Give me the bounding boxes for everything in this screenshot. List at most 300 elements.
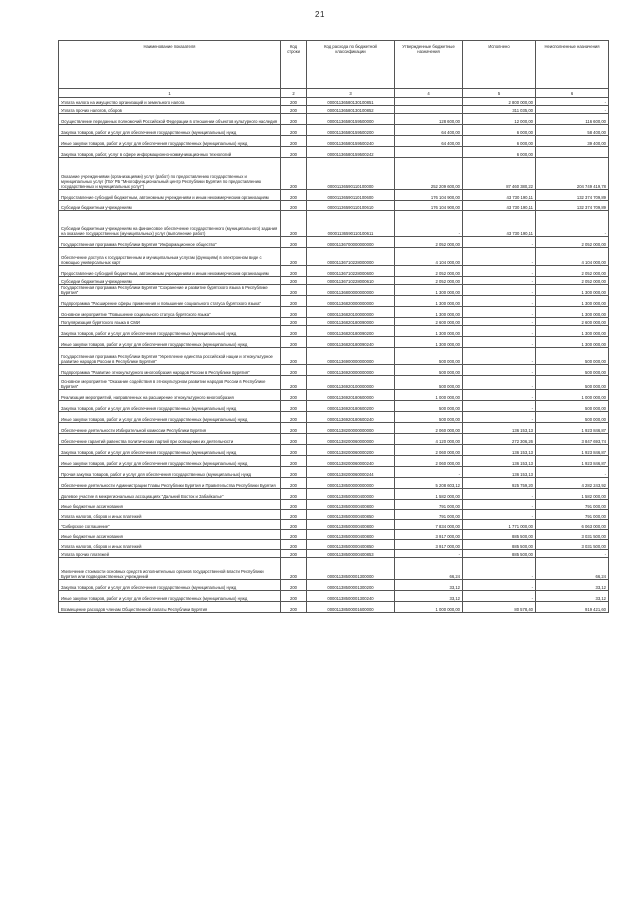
row-executed-cell: 136 153,13 bbox=[463, 467, 536, 478]
row-executed-cell: - bbox=[463, 489, 536, 500]
row-approved-cell: 1 300 000,00 bbox=[395, 285, 463, 296]
row-executed-cell: - bbox=[463, 376, 536, 390]
row-name-cell: Долевое участие в межрегиональных ассоциациях "Дальний Восток и Забайкалье" bbox=[59, 489, 281, 500]
table-row bbox=[59, 401, 609, 412]
table-row bbox=[59, 326, 609, 337]
column-number: 1 bbox=[59, 89, 281, 98]
row-line-code-cell: 200 bbox=[281, 478, 307, 489]
row-line-code-cell: 200 bbox=[281, 580, 307, 591]
row-line-code-cell: 200 bbox=[281, 248, 307, 266]
row-line-code-cell: 200 bbox=[281, 500, 307, 510]
row-classification-code-cell: 00001136580159500200 bbox=[307, 125, 395, 136]
row-approved-cell: 791 000,00 bbox=[395, 510, 463, 520]
row-line-code-cell: 200 bbox=[281, 98, 307, 106]
row-name-cell: Государственная программа Республики Бурятия "Сохранение и развитие бурятского языка в Республике Бурятия" bbox=[59, 285, 281, 296]
row-line-code-cell: 200 bbox=[281, 602, 307, 613]
row-classification-code-cell: 00001138200060000244 bbox=[307, 467, 395, 478]
row-approved-cell: 2 060 000,00 bbox=[395, 456, 463, 467]
row-approved-cell: 500 000,00 bbox=[395, 412, 463, 423]
row-executed-cell: - bbox=[463, 237, 536, 248]
row-classification-code-cell: 00001136800000000000 bbox=[307, 285, 395, 296]
row-line-code-cell: 200 bbox=[281, 326, 307, 337]
row-approved-cell: 500 000,00 bbox=[395, 401, 463, 412]
column-number-row bbox=[59, 89, 609, 98]
row-executed-cell: 272 306,26 bbox=[463, 434, 536, 445]
row-classification-code-cell: 00001136590110100600 bbox=[307, 190, 395, 201]
row-executed-cell: - bbox=[463, 558, 536, 580]
row-classification-code-cell: 00001136900000000000 bbox=[307, 348, 395, 365]
row-remaining-cell: 1 582 000,00 bbox=[536, 489, 609, 500]
row-executed-cell: - bbox=[463, 390, 536, 401]
row-remaining-cell: 4 282 243,92 bbox=[536, 478, 609, 489]
row-remaining-cell: 500 000,00 bbox=[536, 412, 609, 423]
row-classification-code-cell: 00001138200000000000 bbox=[307, 423, 395, 434]
row-executed-cell: 136 153,13 bbox=[463, 456, 536, 467]
row-approved-cell: 252 209 600,00 bbox=[395, 158, 463, 190]
row-name-cell: Уплата прочих платежей bbox=[59, 550, 281, 558]
row-name-cell: Уплата налогов, сборов и иных платежей bbox=[59, 540, 281, 550]
row-name-cell: Уплата налога на имущество организаций и земельного налога bbox=[59, 98, 281, 106]
row-remaining-cell: 1 923 846,87 bbox=[536, 456, 609, 467]
row-line-code-cell: 200 bbox=[281, 365, 307, 376]
row-name-cell: Уплата прочих налогов, сборов bbox=[59, 106, 281, 114]
table-row bbox=[59, 147, 609, 158]
row-remaining-cell: 1 300 000,00 bbox=[536, 337, 609, 348]
row-remaining-cell: 2 052 000,00 bbox=[536, 237, 609, 248]
row-name-cell: Оказание учреждениями (организациями) услуг (работ) по предоставлению государственных и муниципальных услуг (ГБУ РБ "Многофункциональный центр Республики Бурятия по предоставлению государственных и муниципальных услуг") bbox=[59, 158, 281, 190]
row-executed-cell: 80 578,40 bbox=[463, 602, 536, 613]
row-classification-code-cell: 00001138500001300000 bbox=[307, 558, 395, 580]
row-name-cell: Иные закупки товаров, работ и услуг для обеспечения государственных (муниципальных) нужд bbox=[59, 456, 281, 467]
row-classification-code-cell: 00001136580159500242 bbox=[307, 147, 395, 158]
row-executed-cell: 885 500,00 bbox=[463, 550, 536, 558]
row-executed-cell: - bbox=[463, 412, 536, 423]
row-name-cell: Закупка товаров, работ и услуг для обеспечения государственных (муниципальных) нужд bbox=[59, 580, 281, 591]
row-executed-cell: - bbox=[463, 326, 536, 337]
row-name-cell: Уплата налогов, сборов и иных платежей bbox=[59, 510, 281, 520]
row-line-code-cell: 200 bbox=[281, 237, 307, 248]
row-executed-cell: - bbox=[463, 307, 536, 318]
row-name-cell: Иные бюджетные ассигнования bbox=[59, 530, 281, 540]
row-approved-cell: 3 917 000,00 bbox=[395, 530, 463, 540]
row-remaining-cell: 500 000,00 bbox=[536, 348, 609, 365]
row-remaining-cell: 3 031 500,00 bbox=[536, 540, 609, 550]
table-row bbox=[59, 266, 609, 277]
row-classification-code-cell: 00001136820000000000 bbox=[307, 296, 395, 307]
row-line-code-cell: 200 bbox=[281, 540, 307, 550]
row-executed-cell: - bbox=[463, 337, 536, 348]
header-executed: Исполнено bbox=[463, 41, 536, 89]
row-executed-cell: 136 153,13 bbox=[463, 423, 536, 434]
column-number: 2 bbox=[281, 89, 307, 98]
table-row bbox=[59, 307, 609, 318]
row-classification-code-cell: 00001138500000400853 bbox=[307, 550, 395, 558]
row-line-code-cell: 200 bbox=[281, 376, 307, 390]
row-remaining-cell: 2 052 000,00 bbox=[536, 266, 609, 277]
row-approved-cell: 1 300 000,00 bbox=[395, 326, 463, 337]
row-name-cell: Основное мероприятие "Оказание содействия в этнокультурном развитии народов России в Республике Бурятия" bbox=[59, 376, 281, 390]
row-line-code-cell: 200 bbox=[281, 390, 307, 401]
row-approved-cell bbox=[395, 98, 463, 106]
row-line-code-cell: 200 bbox=[281, 147, 307, 158]
row-remaining-cell: 2 052 000,00 bbox=[536, 277, 609, 285]
row-name-cell: Основное мероприятие "Повышение социального статуса бурятского языка" bbox=[59, 307, 281, 318]
row-name-cell: Государственная программа Республики Бурятия "Информационное общество" bbox=[59, 237, 281, 248]
row-approved-cell: 2 060 000,00 bbox=[395, 423, 463, 434]
column-number: 6 bbox=[536, 89, 609, 98]
table-row bbox=[59, 520, 609, 530]
row-classification-code-cell: 00001136580130100852 bbox=[307, 106, 395, 114]
table-row bbox=[59, 190, 609, 201]
row-name-cell: Иные закупки товаров, работ и услуг для обеспечения государственных (муниципальных) нужд bbox=[59, 591, 281, 602]
table-row bbox=[59, 489, 609, 500]
row-line-code-cell: 200 bbox=[281, 190, 307, 201]
row-remaining-cell: 1 300 000,00 bbox=[536, 307, 609, 318]
row-line-code-cell: 200 bbox=[281, 277, 307, 285]
row-approved-cell: 1 300 000,00 bbox=[395, 337, 463, 348]
row-name-cell: Иные закупки товаров, работ и услуг для обеспечения государственных (муниципальных) нужд bbox=[59, 412, 281, 423]
row-name-cell: Осуществление переданных полномочий Российской Федерации в отношении объектов культурного наследия bbox=[59, 114, 281, 125]
row-approved-cell: 500 000,00 bbox=[395, 376, 463, 390]
row-approved-cell: - bbox=[395, 467, 463, 478]
page-number: 21 bbox=[315, 10, 325, 19]
row-approved-cell: 128 600,00 bbox=[395, 114, 463, 125]
row-name-cell: Подпрограмма "Расширение сферы применения и повышение социального статуса бурятского языка" bbox=[59, 296, 281, 307]
table-row bbox=[59, 248, 609, 266]
row-executed-cell: - bbox=[463, 318, 536, 326]
row-executed-cell: 885 500,00 bbox=[463, 540, 536, 550]
row-remaining-cell: - bbox=[536, 211, 609, 237]
header-name: Наименование показателя bbox=[59, 41, 281, 89]
row-approved-cell: 2 600 000,00 bbox=[395, 318, 463, 326]
row-name-cell: Закупка товаров, работ и услуг для обеспечения государственных (муниципальных) нужд bbox=[59, 401, 281, 412]
row-name-cell: Закупка товаров, работ и услуг для обеспечения государственных (муниципальных) нужд bbox=[59, 125, 281, 136]
row-remaining-cell: 132 374 709,89 bbox=[536, 201, 609, 211]
row-classification-code-cell: 00001136710228000000 bbox=[307, 248, 395, 266]
row-line-code-cell: 200 bbox=[281, 337, 307, 348]
table-row bbox=[59, 540, 609, 550]
table-row bbox=[59, 423, 609, 434]
table-row bbox=[59, 390, 609, 401]
table-row bbox=[59, 478, 609, 489]
row-line-code-cell: 200 bbox=[281, 401, 307, 412]
row-executed-cell: 136 153,13 bbox=[463, 445, 536, 456]
row-approved-cell: - bbox=[395, 550, 463, 558]
row-classification-code-cell: 00001136920100000000 bbox=[307, 376, 395, 390]
table-row bbox=[59, 114, 609, 125]
row-name-cell: Возмещение расходов членам Общественной палаты Республики Бурятия bbox=[59, 602, 281, 613]
row-approved-cell: 2 052 000,00 bbox=[395, 237, 463, 248]
row-classification-code-cell: 00001138500000400800 bbox=[307, 500, 395, 510]
table-row bbox=[59, 456, 609, 467]
row-executed-cell: - bbox=[463, 266, 536, 277]
row-executed-cell: 6 000,00 bbox=[463, 125, 536, 136]
row-classification-code-cell: 00001136920180600200 bbox=[307, 401, 395, 412]
row-line-code-cell: 200 bbox=[281, 318, 307, 326]
table-row bbox=[59, 467, 609, 478]
row-classification-code-cell: 00001136590110100610 bbox=[307, 201, 395, 211]
row-executed-cell: - bbox=[463, 591, 536, 602]
row-line-code-cell: 200 bbox=[281, 307, 307, 318]
row-classification-code-cell: 00001136700000000000 bbox=[307, 237, 395, 248]
row-remaining-cell: 791 000,00 bbox=[536, 510, 609, 520]
row-remaining-cell: 3 031 500,00 bbox=[536, 530, 609, 540]
row-remaining-cell: 39 400,00 bbox=[536, 136, 609, 147]
table-row bbox=[59, 98, 609, 106]
row-classification-code-cell: 00001138500001600000 bbox=[307, 602, 395, 613]
row-remaining-cell: 1 300 000,00 bbox=[536, 296, 609, 307]
row-line-code-cell: 200 bbox=[281, 489, 307, 500]
header-approved: Утвержденные бюджетные назначения bbox=[395, 41, 463, 89]
table-row bbox=[59, 591, 609, 602]
row-approved-cell bbox=[395, 147, 463, 158]
header-classification-code: Код расхода по бюджетной классификации bbox=[307, 41, 395, 89]
budget-execution-table bbox=[58, 40, 609, 613]
row-classification-code-cell: 00001136820100000000 bbox=[307, 307, 395, 318]
row-remaining-cell: 500 000,00 bbox=[536, 376, 609, 390]
row-name-cell: Увеличение стоимости основных средств исполнительных органов государственной власти Республики Бурятия или подведомственных учреждений bbox=[59, 558, 281, 580]
table-row bbox=[59, 211, 609, 237]
row-line-code-cell: 200 bbox=[281, 558, 307, 580]
row-name-cell: Предоставление субсидий бюджетным, автономным учреждениям и иным некоммерческим организациям bbox=[59, 190, 281, 201]
row-remaining-cell: 500 000,00 bbox=[536, 365, 609, 376]
row-executed-cell: - bbox=[463, 401, 536, 412]
row-classification-code-cell: 00001138500000400800 bbox=[307, 530, 395, 540]
row-classification-code-cell: 00001138500000400850 bbox=[307, 540, 395, 550]
table-row bbox=[59, 434, 609, 445]
row-classification-code-cell: 00001136710228000600 bbox=[307, 266, 395, 277]
row-classification-code-cell: 00001136580159500000 bbox=[307, 114, 395, 125]
row-executed-cell: - bbox=[463, 580, 536, 591]
column-number: 4 bbox=[395, 89, 463, 98]
row-approved-cell: 1 000 000,00 bbox=[395, 390, 463, 401]
row-approved-cell: 7 834 000,00 bbox=[395, 520, 463, 530]
table-row bbox=[59, 136, 609, 147]
row-classification-code-cell: 00001136580159500240 bbox=[307, 136, 395, 147]
row-name-cell: Субсидии бюджетным учреждениям на финансовое обеспечение государственного (муниципального) задания на оказание государственных (муниципальных) услуг (выполнение работ) bbox=[59, 211, 281, 237]
row-name-cell: Закупка товаров, работ, услуг в сфере информационно-коммуникационных технологий bbox=[59, 147, 281, 158]
row-classification-code-cell: 00001136820180090240 bbox=[307, 337, 395, 348]
row-executed-cell: 6 000,00 bbox=[463, 147, 536, 158]
table-row bbox=[59, 580, 609, 591]
table-row bbox=[59, 510, 609, 520]
row-line-code-cell: 200 bbox=[281, 510, 307, 520]
row-remaining-cell: 1 923 846,87 bbox=[536, 445, 609, 456]
row-remaining-cell: 3 847 693,74 bbox=[536, 434, 609, 445]
table-row bbox=[59, 158, 609, 190]
row-approved-cell: 64 400,00 bbox=[395, 136, 463, 147]
table-row bbox=[59, 318, 609, 326]
row-executed-cell: - bbox=[463, 285, 536, 296]
row-remaining-cell: - bbox=[536, 467, 609, 478]
row-line-code-cell: 200 bbox=[281, 136, 307, 147]
row-remaining-cell: 204 749 419,78 bbox=[536, 158, 609, 190]
row-approved-cell: 500 000,00 bbox=[395, 348, 463, 365]
row-name-cell: Иные бюджетные ассигнования bbox=[59, 500, 281, 510]
row-remaining-cell: 2 600 000,00 bbox=[536, 318, 609, 326]
row-line-code-cell: 200 bbox=[281, 412, 307, 423]
row-classification-code-cell: 00001136580130100851 bbox=[307, 98, 395, 106]
row-line-code-cell: 200 bbox=[281, 106, 307, 114]
row-line-code-cell: 200 bbox=[281, 456, 307, 467]
row-executed-cell: 2 800 000,00 bbox=[463, 98, 536, 106]
row-remaining-cell: 791 000,00 bbox=[536, 500, 609, 510]
row-classification-code-cell: 00001136820180090000 bbox=[307, 318, 395, 326]
table-row bbox=[59, 412, 609, 423]
row-name-cell: Обеспечение гарантий равенства политических партий при освещении их деятельности bbox=[59, 434, 281, 445]
row-remaining-cell: - bbox=[536, 550, 609, 558]
row-executed-cell: 12 000,00 bbox=[463, 114, 536, 125]
row-name-cell: Субсидии бюджетным учреждениям bbox=[59, 201, 281, 211]
row-approved-cell: 2 052 000,00 bbox=[395, 277, 463, 285]
row-approved-cell: 2 060 000,00 bbox=[395, 445, 463, 456]
row-executed-cell: 6 000,00 bbox=[463, 136, 536, 147]
row-executed-cell: 1 771 000,00 bbox=[463, 520, 536, 530]
row-remaining-cell: 1 300 000,00 bbox=[536, 326, 609, 337]
column-number: 3 bbox=[307, 89, 395, 98]
table-row bbox=[59, 558, 609, 580]
row-remaining-cell: 1 300 000,00 bbox=[536, 285, 609, 296]
header-line-code: Код строки bbox=[281, 41, 307, 89]
row-remaining-cell: 6 063 000,00 bbox=[536, 520, 609, 530]
row-executed-cell: - bbox=[463, 277, 536, 285]
row-classification-code-cell: 00001138500000400800 bbox=[307, 520, 395, 530]
row-line-code-cell: 200 bbox=[281, 125, 307, 136]
table-row bbox=[59, 365, 609, 376]
row-approved-cell: 1 300 000,00 bbox=[395, 307, 463, 318]
table-row bbox=[59, 602, 609, 613]
table-row bbox=[59, 285, 609, 296]
row-executed-cell: 43 730 190,11 bbox=[463, 201, 536, 211]
row-remaining-cell: 1 923 846,87 bbox=[536, 423, 609, 434]
row-name-cell: Обеспечение доступа к государственным и муниципальным услугам (функциям) в электронном виде с помощью универсальных карт bbox=[59, 248, 281, 266]
row-approved-cell: 176 104 900,00 bbox=[395, 190, 463, 201]
row-executed-cell: - bbox=[463, 500, 536, 510]
row-name-cell: Субсидии бюджетным учреждениям bbox=[59, 277, 281, 285]
row-approved-cell: 791 000,00 bbox=[395, 500, 463, 510]
row-executed-cell: - bbox=[463, 248, 536, 266]
table-row bbox=[59, 500, 609, 510]
row-name-cell: "Сибирское соглашение" bbox=[59, 520, 281, 530]
row-line-code-cell: 200 bbox=[281, 201, 307, 211]
row-line-code-cell: 200 bbox=[281, 467, 307, 478]
table-row bbox=[59, 237, 609, 248]
row-approved-cell: 4 120 000,00 bbox=[395, 434, 463, 445]
row-executed-cell: 925 759,20 bbox=[463, 478, 536, 489]
table-row bbox=[59, 376, 609, 390]
row-executed-cell: - bbox=[463, 365, 536, 376]
row-executed-cell: - bbox=[463, 348, 536, 365]
row-approved-cell: - bbox=[395, 211, 463, 237]
row-line-code-cell: 200 bbox=[281, 211, 307, 237]
row-line-code-cell: 200 bbox=[281, 520, 307, 530]
table-row bbox=[59, 296, 609, 307]
row-approved-cell: 1 000 000,00 bbox=[395, 602, 463, 613]
row-remaining-cell: - bbox=[536, 106, 609, 114]
row-line-code-cell: 200 bbox=[281, 296, 307, 307]
row-classification-code-cell: 00001138500000000000 bbox=[307, 478, 395, 489]
row-name-cell: Подпрограмма "Развитие этнокультурного многообразия народов России в Республике Бурятия" bbox=[59, 365, 281, 376]
row-line-code-cell: 200 bbox=[281, 114, 307, 125]
row-classification-code-cell: 00001136920180600000 bbox=[307, 390, 395, 401]
row-approved-cell: 3 917 000,00 bbox=[395, 540, 463, 550]
row-name-cell: Предоставление субсидий бюджетным, автономным учреждениям и иным некоммерческим организациям bbox=[59, 266, 281, 277]
row-line-code-cell: 200 bbox=[281, 158, 307, 190]
row-name-cell: Прочая закупка товаров, работ и услуг для обеспечения государственных (муниципальных) нужд bbox=[59, 467, 281, 478]
row-classification-code-cell: 00001136590110100000 bbox=[307, 158, 395, 190]
row-executed-cell: 43 730 190,11 bbox=[463, 211, 536, 237]
table-row bbox=[59, 550, 609, 558]
row-remaining-cell: 132 374 709,89 bbox=[536, 190, 609, 201]
row-classification-code-cell: 00001138200060000000 bbox=[307, 434, 395, 445]
row-classification-code-cell: 00001138200060000200 bbox=[307, 445, 395, 456]
row-executed-cell: 311 035,00 bbox=[463, 106, 536, 114]
row-name-cell: Иные закупки товаров, работ и услуг для обеспечения государственных (муниципальных) нужд bbox=[59, 136, 281, 147]
row-name-cell: Закупка товаров, работ и услуг для обеспечения государственных (муниципальных) нужд bbox=[59, 445, 281, 456]
row-remaining-cell bbox=[536, 147, 609, 158]
row-executed-cell: - bbox=[463, 296, 536, 307]
row-approved-cell: 66,24 bbox=[395, 558, 463, 580]
row-executed-cell: - bbox=[463, 510, 536, 520]
row-approved-cell: 64 400,00 bbox=[395, 125, 463, 136]
table-row bbox=[59, 348, 609, 365]
row-approved-cell: 1 300 000,00 bbox=[395, 296, 463, 307]
row-line-code-cell: 200 bbox=[281, 348, 307, 365]
row-classification-code-cell: 00001136590110100611 bbox=[307, 211, 395, 237]
table-row bbox=[59, 201, 609, 211]
row-remaining-cell: 4 104 000,00 bbox=[536, 248, 609, 266]
row-classification-code-cell: 00001138200060000240 bbox=[307, 456, 395, 467]
row-name-cell: Государственная программа Республики Бурятия "Укрепление единства российской нации и этнокультурное развитие народов России в Республике Бурятия" bbox=[59, 348, 281, 365]
row-approved-cell bbox=[395, 106, 463, 114]
column-number: 5 bbox=[463, 89, 536, 98]
row-name-cell: Реализация мероприятий, направленных на расширение этнокультурного многообразия bbox=[59, 390, 281, 401]
row-line-code-cell: 200 bbox=[281, 530, 307, 540]
row-classification-code-cell: 00001136710228000610 bbox=[307, 277, 395, 285]
row-line-code-cell: 200 bbox=[281, 591, 307, 602]
row-classification-code-cell: 00001138500001300240 bbox=[307, 591, 395, 602]
row-line-code-cell: 200 bbox=[281, 423, 307, 434]
row-executed-cell: 43 730 190,11 bbox=[463, 190, 536, 201]
row-line-code-cell: 200 bbox=[281, 434, 307, 445]
row-line-code-cell: 200 bbox=[281, 266, 307, 277]
table-row bbox=[59, 277, 609, 285]
header-remaining: Неисполненные назначения bbox=[536, 41, 609, 89]
row-remaining-cell: 33,12 bbox=[536, 580, 609, 591]
row-remaining-cell: 33,12 bbox=[536, 591, 609, 602]
table-row bbox=[59, 530, 609, 540]
row-classification-code-cell: 00001138500001300200 bbox=[307, 580, 395, 591]
row-executed-cell: 885 500,00 bbox=[463, 530, 536, 540]
row-name-cell: Обеспечение деятельности Администрации Главы Республики Бурятия и Правительства Республики Бурятия bbox=[59, 478, 281, 489]
row-remaining-cell: 116 600,00 bbox=[536, 114, 609, 125]
row-classification-code-cell: 00001136820180090200 bbox=[307, 326, 395, 337]
row-approved-cell: 176 104 900,00 bbox=[395, 201, 463, 211]
row-remaining-cell: - bbox=[536, 98, 609, 106]
table-row bbox=[59, 125, 609, 136]
row-approved-cell: 33,12 bbox=[395, 580, 463, 591]
row-line-code-cell: 200 bbox=[281, 445, 307, 456]
row-remaining-cell: 66,24 bbox=[536, 558, 609, 580]
row-approved-cell: 2 052 000,00 bbox=[395, 266, 463, 277]
table-row bbox=[59, 445, 609, 456]
row-remaining-cell: 58 400,00 bbox=[536, 125, 609, 136]
row-remaining-cell: 919 421,60 bbox=[536, 602, 609, 613]
row-approved-cell: 33,12 bbox=[395, 591, 463, 602]
row-approved-cell: 5 208 603,12 bbox=[395, 478, 463, 489]
row-approved-cell: 1 582 000,00 bbox=[395, 489, 463, 500]
row-line-code-cell: 200 bbox=[281, 550, 307, 558]
